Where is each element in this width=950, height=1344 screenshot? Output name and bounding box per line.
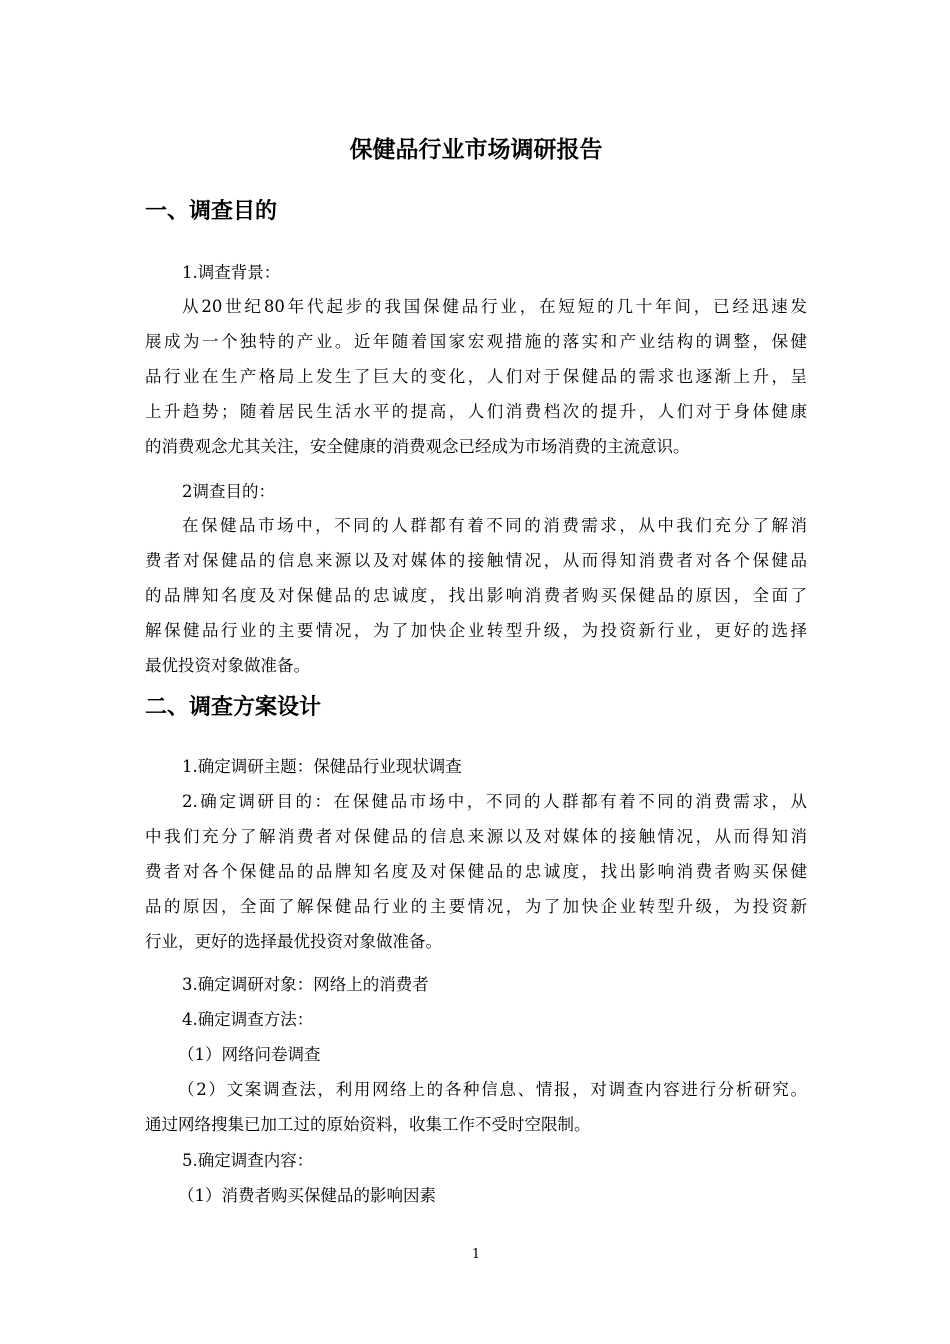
paragraph-line: 解保健品行业的主要情况，为了加快企业转型升级，为投资新行业，更好的选择 <box>145 621 807 640</box>
content-item-1: （1）消费者购买保健品的影响因素 <box>178 1186 436 1205</box>
paragraph-line: 上升趋势；随着居民生活水平的提高，人们消费档次的提升，人们对于身体健康 <box>145 402 807 421</box>
paragraph-line: 行业，更好的选择最优投资对象做准备。 <box>145 932 442 951</box>
purpose-paragraph <box>145 508 807 683</box>
purpose-label: 2调查目的： <box>182 482 275 501</box>
paragraph-line: 的品牌知名度及对保健品的忠诚度，找出影响消费者购买保健品的原因，全面了 <box>145 586 807 605</box>
method-item-2 <box>145 1072 807 1142</box>
paragraph-line: 费者对各个保健品的品牌知名度及对保健品的忠诚度，找出影响消费者购买保健 <box>145 862 807 881</box>
paragraph-line: 品的原因，全面了解保健品行业的主要情况，为了加快企业转型升级，为投资新 <box>145 897 807 916</box>
content-label: 5.确定调查内容： <box>182 1151 314 1170</box>
paragraph-line: 品行业在生产格局上发生了巨大的变化，人们对于保健品的需求也逐渐上升，呈 <box>145 367 807 386</box>
goal-paragraph <box>145 784 807 959</box>
paragraph-line: 展成为一个独特的产业。近年随着国家宏观措施的落实和产业结构的调整，保健 <box>145 332 807 351</box>
section-heading-purpose: 一、调查目的 <box>145 199 278 224</box>
document-title: 保健品行业市场调研报告 <box>349 137 603 163</box>
section-heading-design: 二、调查方案设计 <box>145 695 322 720</box>
paragraph-line: 在保健品市场中，不同的人群都有着不同的消费需求，从中我们充分了解消 <box>182 516 807 535</box>
paragraph-line: 从20世纪80年代起步的我国保健品行业，在短短的几十年间，已经迅速发 <box>182 297 807 316</box>
object-line: 3.确定调研对象：网络上的消费者 <box>182 975 429 994</box>
paragraph-line: 通过网络搜集已加工过的原始资料，收集工作不受时空限制。 <box>145 1115 591 1134</box>
theme-line: 1.确定调研主题：保健品行业现状调查 <box>182 757 462 776</box>
page-number: 1 <box>471 1247 481 1262</box>
paragraph-line: （2）文案调查法，利用网络上的各种信息、情报，对调查内容进行分析研究。 <box>178 1080 807 1099</box>
paragraph-line: 中我们充分了解消费者对保健品的信息来源以及对媒体的接触情况，从而得知消 <box>145 827 807 846</box>
method-label: 4.确定调查方法： <box>182 1010 314 1029</box>
paragraph-line: 的消费观念尤其关注，安全健康的消费观念已经成为市场消费的主流意识。 <box>145 437 690 456</box>
method-item-1: （1）网络问卷调查 <box>178 1045 321 1064</box>
background-label: 1.调查背景： <box>182 263 281 282</box>
background-paragraph <box>145 289 807 464</box>
paragraph-line: 2.确定调研目的：在保健品市场中，不同的人群都有着不同的消费需求，从 <box>182 792 807 811</box>
paragraph-line: 最优投资对象做准备。 <box>145 656 310 675</box>
paragraph-line: 费者对保健品的信息来源以及对媒体的接触情况，从而得知消费者对各个保健品 <box>145 551 807 570</box>
